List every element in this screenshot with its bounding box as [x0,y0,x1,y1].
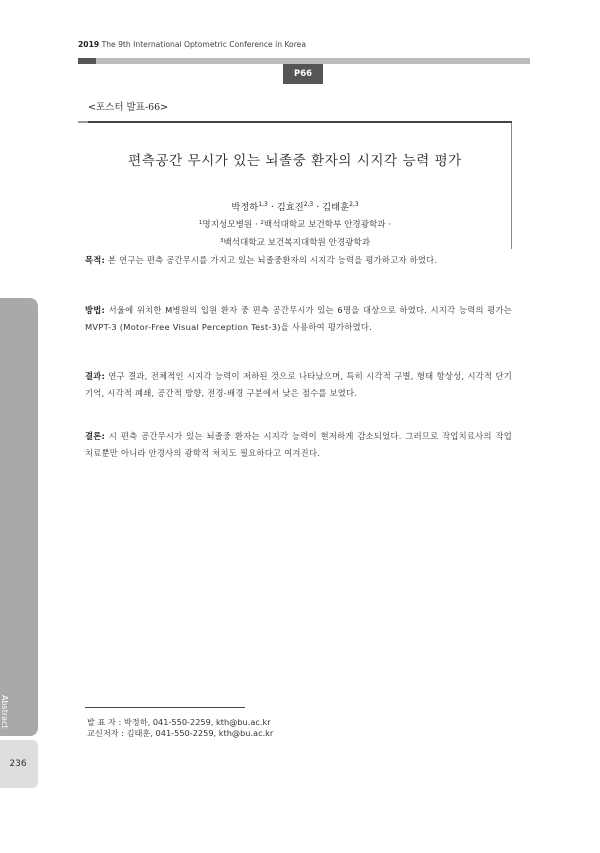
section-text: 본 연구는 편측 공간무시를 가지고 있는 뇌졸중환자의 시지각 능력을 평가하고자 하였다. [105,255,438,265]
section-label: 결론: [85,431,106,441]
author-affiliation-mark: 1,3 [258,201,268,208]
affiliation-line [78,218,512,230]
author-name: 김태훈 [322,202,350,213]
section-methods [85,302,512,335]
section-conclusion [85,428,512,461]
section-results [85,368,512,401]
author-affiliation-mark: 2,3 [303,201,314,208]
title-block [78,121,512,251]
paper-title: 편측공간 무시가 있는 뇌졸중 환자의 시지각 능력 평가 [128,153,462,169]
section-text: 연구 결과, 전체적인 시지각 능력이 저하된 것으로 나타났으며, 특히 시각적 구별, 형태 항상성, 시각적 단기 기억, 시각적 폐쇄, 공간적 방향, 전경-배경 구분에서 낮은 점수를 보였다. [85,371,513,398]
footnote [87,717,273,739]
conference-year: 2019 [78,40,100,49]
corresponding-author-contact: 교신저자 : 김태훈, 041-550-2259, kth@bu.ac.kr [87,728,274,738]
affiliation-text: 백석대학교 보건학부 안경광학과 · [263,220,392,230]
conference-name: The 9th International Optometric Conference in Korea [101,40,306,49]
presenter-contact: 발 표 자 : 박정하, 041-550-2259, kth@bu.ac.kr [87,717,271,727]
affiliation-mark: 3 [219,238,224,244]
side-tab [0,298,38,736]
author-name: 김효진 [276,202,304,213]
affiliation-text: 백석대학교 보건복지대학원 안경광학과 [223,238,371,248]
author-separator: · [316,202,320,213]
section-purpose [85,252,512,269]
footnote-divider [85,707,245,708]
header-bar-accent [78,58,96,64]
affiliation-mark: 1 [198,220,203,226]
section-label: 목적: [85,255,106,265]
poster-number-badge: P66 [283,64,323,84]
author-list [78,199,512,213]
section-text: 시 편측 공간무시가 있는 뇌졸중 환자는 시지각 능력이 현저하게 감소되었다. 그러므로 작업치료사의 작업 치료뿐만 아니라 안경사의 광학적 처치도 필요하다고 여겨진다. [85,431,512,458]
side-tab-label: Abstract [0,695,9,729]
author-separator: · [270,202,274,213]
poster-label: <포스터 발표-66> [88,102,169,113]
affiliation-line [78,236,512,248]
affiliation-text: 명지성모병원 · [202,220,261,230]
author-affiliation-mark: 2,3 [349,201,359,208]
author-name: 박정하 [231,202,259,213]
section-label: 결과: [85,371,106,381]
conference-header [78,40,306,49]
section-label: 방법: [85,305,106,315]
affiliation-mark: 2 [260,220,264,226]
section-text: 서울에 위치한 M병원의 입원 환자 중 편측 공간무시가 있는 6명을 대상으로 하였다. 시지각 능력의 평가는 MVPT-3 (Motor-Free Visual Perception Test-3)을 사용하여 평가하였다. [85,305,512,332]
page-number: 236 [9,759,27,769]
